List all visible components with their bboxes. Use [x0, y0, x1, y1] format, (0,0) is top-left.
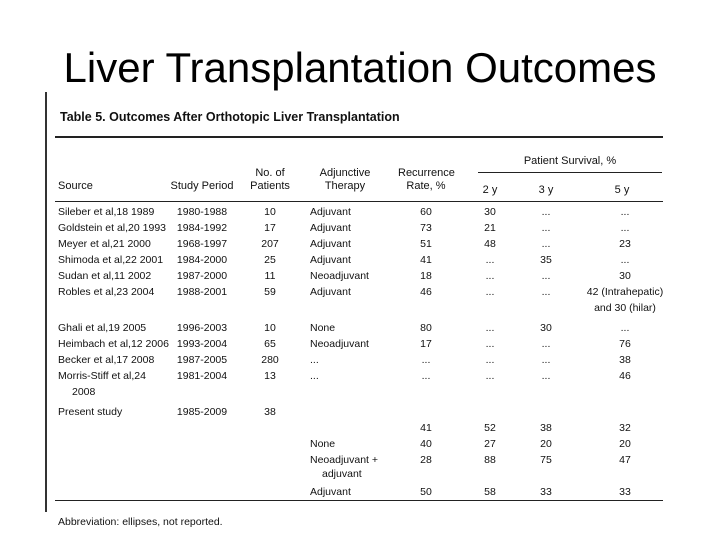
table-footnote: Abbreviation: ellipses, not reported.	[58, 516, 223, 528]
cell-survival-3y: ...	[541, 206, 551, 218]
slide-title: Liver Transplantation Outcomes	[63, 44, 657, 91]
cell-survival-2y: 58	[484, 486, 496, 498]
cell-adjunctive-therapy: Adjuvant	[310, 254, 351, 266]
cell-recurrence-rate: 50	[420, 486, 432, 498]
cell-adjunctive-therapy: adjuvant	[322, 468, 362, 480]
cell-survival-3y: 38	[540, 422, 552, 434]
cell-study-period: 1987-2000	[176, 270, 228, 282]
cell-survival-5y: 30	[619, 270, 631, 282]
cell-source: 2008	[72, 386, 96, 398]
cell-survival-3y: 33	[540, 486, 552, 498]
cell-survival-5y: 76	[619, 338, 631, 350]
cell-survival-3y: ...	[541, 354, 551, 366]
cell-study-period: 1984-1992	[176, 222, 228, 234]
cell-survival-3y: ...	[541, 222, 551, 234]
cell-source: Becker et al,17 2008	[58, 354, 155, 366]
cell-survival-2y: 30	[484, 206, 496, 218]
cell-survival-5y: 46	[619, 370, 631, 382]
cell-patients: 10	[264, 206, 276, 218]
cell-survival-5y: 47	[619, 454, 631, 466]
cell-adjunctive-therapy: Neoadjuvant	[310, 270, 369, 282]
header-patients: No. of Patients	[250, 167, 290, 192]
table-bottom-rule	[55, 500, 663, 501]
cell-patients: 65	[264, 338, 276, 350]
cell-recurrence-rate: 18	[420, 270, 432, 282]
cell-patients: 10	[264, 322, 276, 334]
cell-survival-2y: 88	[484, 454, 496, 466]
cell-recurrence-rate: ...	[421, 354, 431, 366]
cell-survival-5y: 33	[619, 486, 631, 498]
cell-source: Shimoda et al,22 2001	[58, 254, 164, 266]
cell-patients: 17	[264, 222, 276, 234]
cell-source: Morris-Stiff et al,24	[58, 370, 146, 382]
cell-patients: 25	[264, 254, 276, 266]
header-recurrence-rate: Recurrence Rate, %	[398, 167, 455, 192]
cell-survival-2y: ...	[485, 286, 495, 298]
cell-survival-2y: 52	[484, 422, 496, 434]
cell-survival-2y: 21	[484, 222, 496, 234]
cell-source: Meyer et al,21 2000	[58, 238, 151, 250]
cell-recurrence-rate: 41	[420, 254, 432, 266]
cell-adjunctive-therapy: ...	[310, 370, 319, 382]
cell-source: Present study	[58, 406, 123, 418]
cell-survival-3y: ...	[541, 338, 551, 350]
cell-survival-5y: 32	[619, 422, 631, 434]
cell-survival-3y: 35	[540, 254, 552, 266]
cell-survival-2y: ...	[485, 254, 495, 266]
cell-study-period: 1993-2004	[176, 338, 228, 350]
cell-study-period: 1981-2004	[176, 370, 228, 382]
cell-survival-2y: ...	[485, 322, 495, 334]
cell-adjunctive-therapy: ...	[310, 354, 319, 366]
header-5y: 5 y	[614, 184, 630, 196]
cell-adjunctive-therapy: Neoadjuvant	[310, 338, 369, 350]
cell-recurrence-rate: 80	[420, 322, 432, 334]
cell-patients: 11	[264, 270, 276, 282]
cell-study-period: 1987-2005	[176, 354, 228, 366]
cell-survival-3y: ...	[541, 370, 551, 382]
cell-survival-5y: ...	[620, 322, 630, 334]
cell-patients: 13	[264, 370, 276, 382]
cell-recurrence-rate: ...	[421, 370, 431, 382]
cell-survival-5y: 20	[619, 438, 631, 450]
table-title: Table 5. Outcomes After Orthotopic Liver Transplantation	[60, 110, 400, 124]
cell-survival-5y: 23	[619, 238, 631, 250]
cell-survival-2y: ...	[485, 354, 495, 366]
cell-source: Robles et al,23 2004	[58, 286, 155, 298]
cell-study-period: 1996-2003	[176, 322, 228, 334]
cell-adjunctive-therapy: None	[310, 322, 336, 334]
cell-recurrence-rate: 41	[420, 422, 432, 434]
cell-source: Sudan et al,11 2002	[58, 270, 152, 282]
cell-survival-3y: 75	[540, 454, 552, 466]
cell-study-period: 1985-2009	[176, 406, 228, 418]
cell-study-period: 1980-1988	[176, 206, 228, 218]
cell-adjunctive-therapy: Adjuvant	[310, 206, 351, 218]
cell-survival-3y: ...	[541, 238, 551, 250]
cell-recurrence-rate: 17	[420, 338, 432, 350]
cell-adjunctive-therapy: Adjuvant	[310, 222, 351, 234]
cell-survival-3y: 30	[540, 322, 552, 334]
cell-study-period: 1968-1997	[176, 238, 228, 250]
cell-recurrence-rate: 46	[420, 286, 432, 298]
cell-study-period: 1988-2001	[176, 286, 228, 298]
cell-adjunctive-therapy: Adjuvant	[310, 238, 351, 250]
header-source: Source	[58, 180, 93, 192]
cell-survival-5y: ...	[620, 254, 630, 266]
cell-survival-5y: 38	[619, 354, 631, 366]
header-3y: 3 y	[538, 184, 554, 196]
cell-survival-2y: 48	[484, 238, 496, 250]
cell-patients: 59	[264, 286, 276, 298]
cell-adjunctive-therapy: Adjuvant	[310, 286, 351, 298]
header-study-period: Study Period	[170, 180, 234, 192]
table-top-rule	[55, 136, 663, 138]
cell-survival-2y: ...	[485, 338, 495, 350]
cell-source: Goldstein et al,20 1993	[58, 222, 166, 234]
cell-study-period: 1984-2000	[176, 254, 228, 266]
cell-survival-5y: 42 (Intrahepatic)	[586, 286, 664, 298]
cell-survival-5y: and 30 (hilar)	[594, 302, 656, 314]
cell-survival-5y: ...	[620, 206, 630, 218]
cell-adjunctive-therapy: Adjuvant	[310, 486, 351, 498]
header-adjunctive-therapy: Adjunctive Therapy	[319, 167, 371, 192]
cell-adjunctive-therapy: Neoadjuvant +	[310, 454, 379, 466]
cell-recurrence-rate: 28	[420, 454, 432, 466]
cell-survival-2y: 27	[484, 438, 496, 450]
cell-adjunctive-therapy: None	[310, 438, 336, 450]
survival-header-rule	[478, 172, 662, 173]
cell-patients: 207	[261, 238, 279, 250]
table-header-rule	[55, 201, 663, 202]
cell-survival-3y: ...	[541, 286, 551, 298]
cell-source: Heimbach et al,12 2006	[58, 338, 169, 350]
cell-patients: 38	[264, 406, 276, 418]
cell-recurrence-rate: 60	[420, 206, 432, 218]
cell-recurrence-rate: 40	[420, 438, 432, 450]
cell-patients: 280	[261, 354, 279, 366]
cell-recurrence-rate: 51	[420, 238, 432, 250]
cell-survival-3y: ...	[541, 270, 551, 282]
cell-recurrence-rate: 73	[420, 222, 432, 234]
cell-survival-5y: ...	[620, 222, 630, 234]
cell-source: Ghali et al,19 2005	[58, 322, 147, 334]
header-2y: 2 y	[482, 184, 498, 196]
cell-survival-2y: ...	[485, 370, 495, 382]
cell-survival-2y: ...	[485, 270, 495, 282]
cell-survival-3y: 20	[540, 438, 552, 450]
cell-source: Sileber et al,18 1989	[58, 206, 155, 218]
header-patient-survival: Patient Survival, %	[523, 155, 617, 167]
